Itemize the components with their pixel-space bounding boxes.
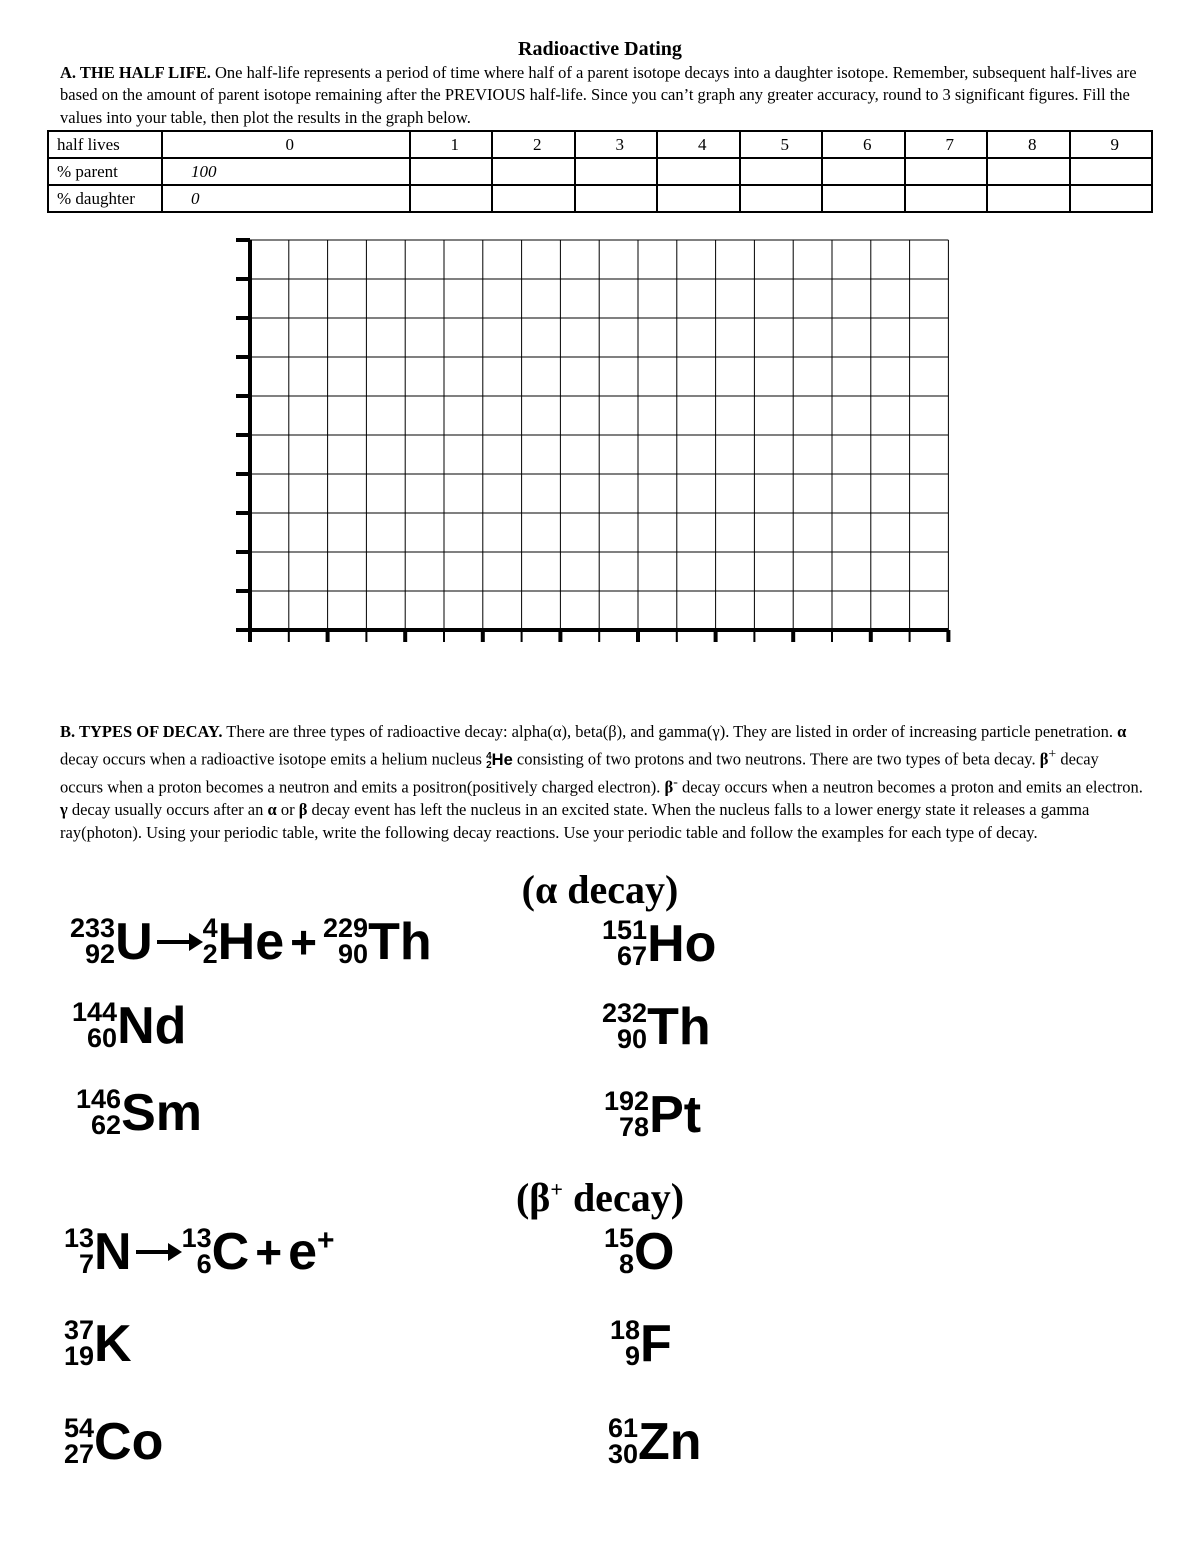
mass-number: 37 <box>64 1315 95 1346</box>
mass-number: 54 <box>64 1413 95 1444</box>
mass-number: 15 <box>604 1223 635 1254</box>
atomic-number: 7 <box>79 1249 95 1279</box>
element-symbol: K <box>94 1315 132 1373</box>
section-a-body: One half-life represents a period of time where half of a parent isotope decays into a daughter isotope. Remember, subsequent half-lives are based on the amount of parent isotope remaining after the PREVIOUS half-life. Since you can’t graph any greater accuracy, round to 3 significant figures. Fill the values into your table, then plot the results in the graph below. <box>60 63 1137 127</box>
reaction-arrow-icon <box>136 1250 178 1254</box>
atomic-number: 19 <box>64 1341 95 1371</box>
mass-number: 4 <box>486 750 492 762</box>
table-cell <box>822 185 905 212</box>
element-symbol: Ho <box>647 915 717 973</box>
section-b-text-part: decay occurs when a proton becomes a neutron and emits a positron(positively charged electron). <box>60 749 1099 797</box>
table-cell: 0 <box>162 131 410 158</box>
table-cell: 1 <box>410 131 493 158</box>
atomic-number: 90 <box>617 1024 648 1054</box>
atomic-number: 30 <box>608 1439 639 1469</box>
table-row-half-lives <box>48 131 1152 158</box>
table-cell <box>410 158 493 185</box>
atomic-number: 78 <box>619 1112 650 1142</box>
plus-sign: + <box>290 916 318 968</box>
atomic-number: 60 <box>87 1023 118 1053</box>
table-cell: 6 <box>822 131 905 158</box>
beta-symbol: β <box>664 777 674 797</box>
section-b-text-part: decay event has left the nucleus in an excited state. When the nucleus falls to a lower energy state it releases a gamma ray(photon). Using your periodic table, write the following decay reactions. Use your periodic table and follow the examples for each type of decay. <box>60 800 1090 842</box>
table-cell: 2 <box>492 131 575 158</box>
beta-problem-zn <box>608 1412 702 1472</box>
section-b-text-part: decay usually occurs after an <box>67 800 268 820</box>
reaction-arrow-icon <box>157 940 199 944</box>
element-symbol: He <box>491 750 513 769</box>
alpha-example-equation <box>70 912 432 972</box>
table-cell <box>1070 185 1153 212</box>
mass-number: 146 <box>76 1084 122 1115</box>
table-cell: 4 <box>657 131 740 158</box>
mass-number: 232 <box>602 998 648 1029</box>
beta-symbol: β <box>1039 749 1049 769</box>
table-cell: 0 <box>162 185 410 212</box>
table-cell <box>492 158 575 185</box>
section-b-text <box>60 721 1145 844</box>
mass-number: 13 <box>181 1223 212 1254</box>
section-a-heading: A. THE HALF LIFE. <box>60 63 211 82</box>
mass-number: 229 <box>323 913 369 944</box>
table-cell <box>822 158 905 185</box>
element-symbol: F <box>640 1315 672 1373</box>
element-symbol: Pt <box>649 1086 702 1144</box>
section-b-text-part: decay occurs when a neutron becomes a proton and emits an electron. <box>677 777 1143 797</box>
atomic-number: 62 <box>91 1110 122 1140</box>
mass-number: 13 <box>64 1223 95 1254</box>
element-symbol: U <box>115 913 153 971</box>
table-row-parent <box>48 158 1152 185</box>
beta-problem-co <box>64 1412 163 1472</box>
table-cell <box>905 158 988 185</box>
atomic-number: 2 <box>202 939 218 969</box>
atomic-number: 9 <box>625 1341 641 1371</box>
section-b-text-part: or <box>276 800 299 820</box>
alpha-problem-nd <box>72 996 186 1056</box>
atomic-number: 27 <box>64 1439 95 1469</box>
table-cell: 7 <box>905 131 988 158</box>
section-a-text <box>60 62 1145 129</box>
table-cell <box>905 185 988 212</box>
element-symbol: N <box>94 1223 132 1281</box>
table-cell <box>987 158 1070 185</box>
plus-superscript: + <box>1048 746 1057 762</box>
row-label: half lives <box>48 131 162 158</box>
element-symbol: Th <box>368 913 432 971</box>
section-b-text-part: decay occurs when a radioactive isotope emits a helium nucleus <box>60 749 487 769</box>
element-symbol: Th <box>647 998 711 1056</box>
plus-sign: + <box>255 1226 283 1278</box>
row-label: % daughter <box>48 185 162 212</box>
atomic-number: 6 <box>196 1249 212 1279</box>
beta-problem-k <box>64 1314 132 1374</box>
table-cell <box>575 158 658 185</box>
beta-symbol: β <box>298 800 308 820</box>
heading-text: (β <box>515 1175 551 1220</box>
alpha-symbol: α <box>1117 722 1127 741</box>
atomic-number: 90 <box>338 939 369 969</box>
table-cell <box>740 158 823 185</box>
mass-number: 18 <box>610 1315 641 1346</box>
element-symbol: Sm <box>121 1084 202 1142</box>
alpha-problem-pt <box>604 1085 701 1145</box>
atomic-number: 92 <box>85 939 116 969</box>
beta-problem-f <box>610 1314 672 1374</box>
table-cell: 5 <box>740 131 823 158</box>
page-title: Radioactive Dating <box>518 38 682 60</box>
beta-problem-o <box>604 1222 675 1282</box>
table-cell <box>1070 158 1153 185</box>
section-b-heading: B. TYPES OF DECAY. <box>60 722 223 741</box>
table-cell: 8 <box>987 131 1070 158</box>
plus-superscript: + <box>317 1223 335 1257</box>
table-cell: 100 <box>162 158 410 185</box>
mass-number: 192 <box>604 1086 650 1117</box>
alpha-symbol: α <box>267 800 277 820</box>
mass-number: 151 <box>602 915 648 946</box>
table-cell <box>410 185 493 212</box>
helium-nucleus <box>486 751 513 769</box>
table-cell: 9 <box>1070 131 1153 158</box>
table-cell <box>657 185 740 212</box>
element-symbol: Co <box>94 1413 164 1471</box>
atomic-number: 8 <box>619 1249 635 1279</box>
row-label: % parent <box>48 158 162 185</box>
table-cell <box>740 185 823 212</box>
atomic-number: 2 <box>486 759 492 771</box>
table-cell <box>657 158 740 185</box>
element-symbol: Zn <box>638 1413 702 1471</box>
plus-superscript: + <box>550 1176 563 1202</box>
table-cell <box>575 185 658 212</box>
element-symbol: O <box>634 1223 675 1281</box>
table-cell <box>987 185 1070 212</box>
element-symbol: He <box>217 913 285 971</box>
mass-number: 233 <box>70 913 116 944</box>
mass-number: 144 <box>72 997 118 1028</box>
section-b-text-part: consisting of two protons and two neutrons. There are two types of beta decay. <box>512 749 1040 769</box>
alpha-problem-th <box>602 997 711 1057</box>
table-cell: 3 <box>575 131 658 158</box>
beta-example-equation <box>64 1222 335 1282</box>
element-symbol: Nd <box>117 997 187 1055</box>
table-cell <box>492 185 575 212</box>
element-symbol: C <box>211 1223 250 1281</box>
minus-superscript: - <box>673 774 678 790</box>
table-row-daughter <box>48 185 1152 212</box>
alpha-problem-sm <box>76 1083 202 1143</box>
alpha-decay-heading: (α decay) <box>521 867 679 912</box>
section-b-text-part: There are three types of radioactive decay: alpha(α), beta(β), and gamma(γ). They are listed in order of increasing particle penetration. <box>222 722 1118 741</box>
blank-graph-grid <box>230 232 960 652</box>
half-life-table <box>47 130 1153 213</box>
mass-number: 61 <box>608 1413 639 1444</box>
heading-text: decay) <box>562 1175 685 1220</box>
beta-plus-decay-heading <box>0 1174 1200 1221</box>
atomic-number: 67 <box>617 941 648 971</box>
positron-symbol: e <box>288 1223 318 1281</box>
gamma-symbol: γ <box>60 800 68 820</box>
mass-number: 4 <box>202 913 218 944</box>
alpha-problem-ho <box>602 914 716 974</box>
